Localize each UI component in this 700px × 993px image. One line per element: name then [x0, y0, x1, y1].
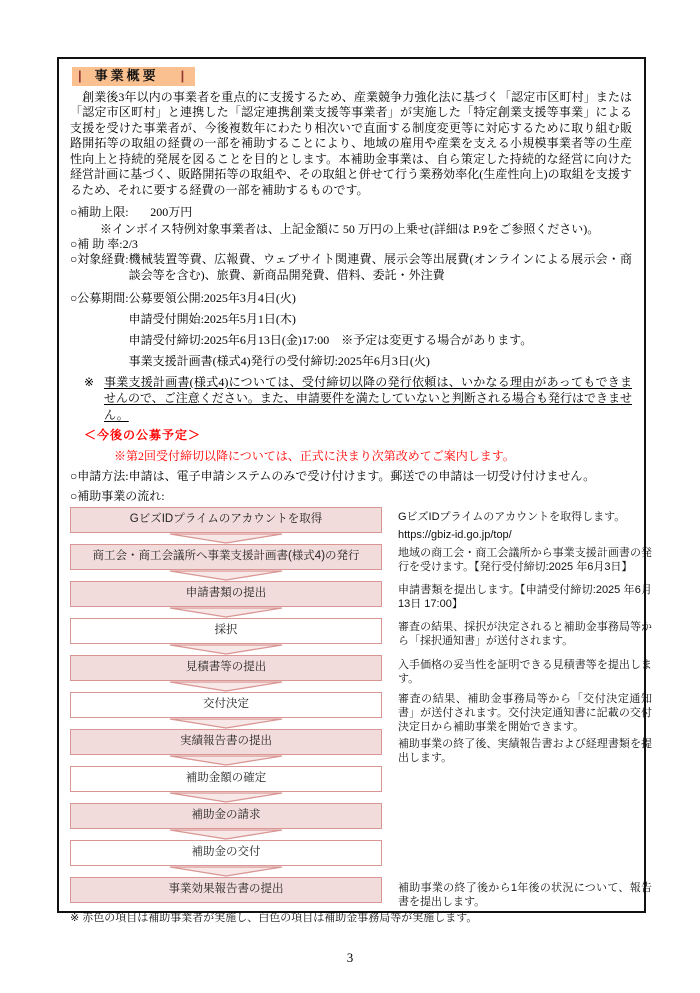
flowchart	[70, 507, 652, 908]
flow-step-box: 実績報告書の提出	[70, 729, 382, 755]
flow-step-box: 補助金額の確定	[70, 766, 382, 792]
application-period-row	[70, 291, 632, 370]
gbiz-url-text: https://gbiz-id.go.jp/top/	[398, 529, 512, 541]
period-line-start: 申請受付開始:2025年5月1日(木)	[128, 312, 296, 326]
flow-arrow-down-icon	[166, 644, 286, 655]
subsidy-rate-row	[70, 237, 632, 253]
flow-step-box: 交付決定	[70, 692, 382, 718]
section-heading-text: 事業概要	[94, 68, 159, 83]
application-method-row	[70, 469, 632, 485]
flow-step-box: 事業効果報告書の提出	[70, 877, 382, 903]
flow-step-box: 申請書類の提出	[70, 581, 382, 607]
heading-bar-left: |	[78, 68, 85, 83]
warning-mark: ※	[84, 374, 95, 389]
flow-step-box: GビズIDプライムのアカウントを取得	[70, 507, 382, 533]
flow-step-note: 補助事業の終了後、実績報告書および経理書類を提出します。	[398, 738, 652, 764]
page-number: 3	[346, 950, 354, 965]
flow-step-box: 採択	[70, 618, 382, 644]
flow-arrow-down-icon	[166, 607, 286, 618]
eligible-expenses-label: ○対象経費:	[70, 252, 129, 266]
flow-arrow-down-icon	[166, 866, 286, 877]
eligible-expenses-row	[70, 252, 632, 283]
flow-arrow-down-icon	[166, 829, 286, 840]
subsidy-limit-row	[70, 205, 632, 221]
flow-step-note: 地域の商工会・商工会議所から事業支援計画書の発行を受けます。【発行受付締切:2025 年6月3日】	[398, 547, 652, 573]
flow-arrow-down-icon	[166, 755, 286, 766]
overview-paragraph: 創業後3年以内の事業者を重点的に支援するため、産業競争力強化法に基づく「認定市区町村」または「認定市区町村」と連携した「認定連携創業支援等事業者」が実施した「特定創業支援等事業」による支援を受けた事業者が、今後複数年にわたり相次いで直面する制度変更等に対応するために取り組む販路開拓等の取組の経費の一部を補助することにより、地域の雇用や産業を支える小規模事業者等の生産性向上と持続的発展を図ることを目的とします。本補助金事業は、自ら策定した持続的な経営に向けた経営計画に基づく、販路開拓等の取組や、その取組と併せて行う業務効率化(生産性向上)の取組を支援するため、それに要する経費の一部を補助するものです。	[70, 89, 632, 197]
application-period-dates	[129, 291, 632, 370]
period-line-form4-deadline: 事業支援計画書(様式4)発行の受付締切:2025年6月3日(火)	[128, 354, 430, 368]
subsidy-rate-label: ○補 助 率:	[70, 236, 123, 251]
flow-step-box: 補助金の交付	[70, 840, 382, 866]
section-heading-overview	[72, 67, 195, 86]
flow-arrow-down-icon	[166, 533, 286, 544]
flow-step-note: 審査の結果、採択が決定されると補助金事務局等から「採択通知書」が送付されます。	[398, 621, 652, 647]
flow-step-note: 入手価格の妥当性を証明できる見積書等を提出します。	[398, 659, 652, 685]
application-method-value: 申請は、電子申請システムのみで受け付けます。郵送での申請は一切受け付けません。	[128, 469, 596, 483]
overview-heading-row	[72, 67, 632, 86]
flow-step-box: 見積書等の提出	[70, 655, 382, 681]
subsidy-rate-value: 2/3	[122, 236, 138, 251]
future-notice-text: ※第2回受付締切以降については、正式に決まり次第改めてご案内します。	[114, 448, 515, 463]
flow-legend: ※ 赤色の項目は補助事業者が実施し、白色の項目は補助金事務局等が実施します。	[70, 912, 478, 924]
warning-text: 事業支援計画書(様式4)については、受付締切以降の発行依頼は、いかなる理由があってもできませんので、ご注意ください。また、申請要件を満たしていないと判断される場合も発行はできません。	[104, 374, 632, 422]
invoice-special-note: ※インボイス特例対象事業者は、上記金額に 50 万円の上乗せ(詳細は P.9をご参照ください)。	[100, 221, 600, 236]
future-notice-heading: ＜今後の公募予定＞	[84, 428, 202, 442]
flow-arrow-down-icon	[166, 718, 286, 729]
flow-step-note	[398, 510, 652, 542]
flow-step-note: 申請書類を提出します。【申請受付締切:2025 年6月13日 17:00】	[398, 584, 652, 610]
flow-arrow-down-icon	[166, 570, 286, 581]
eligible-expenses-value: 機械装置等費、広報費、ウェブサイト関連費、展示会等出展費(オンラインによる展示会・商談会等を含む)、旅費、新商品開発費、借料、委託・外注費	[128, 252, 632, 282]
period-line-deadline: 申請受付締切:2025年6月13日(金)17:00 ※予定は変更する場合があります。	[128, 333, 533, 347]
heading-bar-right: |	[180, 68, 188, 83]
flow-heading: ○補助事業の流れ:	[70, 488, 165, 503]
content-border-box	[57, 57, 652, 924]
flow-step-box: 補助金の請求	[70, 803, 382, 829]
application-method-label: ○申請方法:	[70, 469, 129, 483]
form4-warning-note	[84, 374, 632, 424]
flowchart-steps-column	[70, 507, 382, 903]
period-line-release: 公募要領公開:2025年3月4日(火)	[128, 291, 296, 305]
application-period-label: ○公募期間:	[70, 291, 129, 305]
flow-arrow-down-icon	[166, 792, 286, 803]
flow-step-note: 審査の結果、補助金事務局等から「交付決定通知書」が送付されます。交付決定通知書に記載の交付決定日から補助事業を開始できます。	[398, 693, 652, 733]
flow-step-note: 補助事業の終了後から1年後の状況について、報告書を提出します。	[398, 882, 652, 908]
flow-step-box: 商工会・商工会議所へ事業支援計画書(様式4)の発行	[70, 544, 382, 570]
flow-arrow-down-icon	[166, 681, 286, 692]
subsidy-limit-label: ○補助上限:	[70, 205, 129, 219]
flow-note-line: GビズIDプライムのアカウントを取得します。	[398, 511, 626, 523]
subsidy-limit-value: 200万円	[150, 205, 193, 219]
